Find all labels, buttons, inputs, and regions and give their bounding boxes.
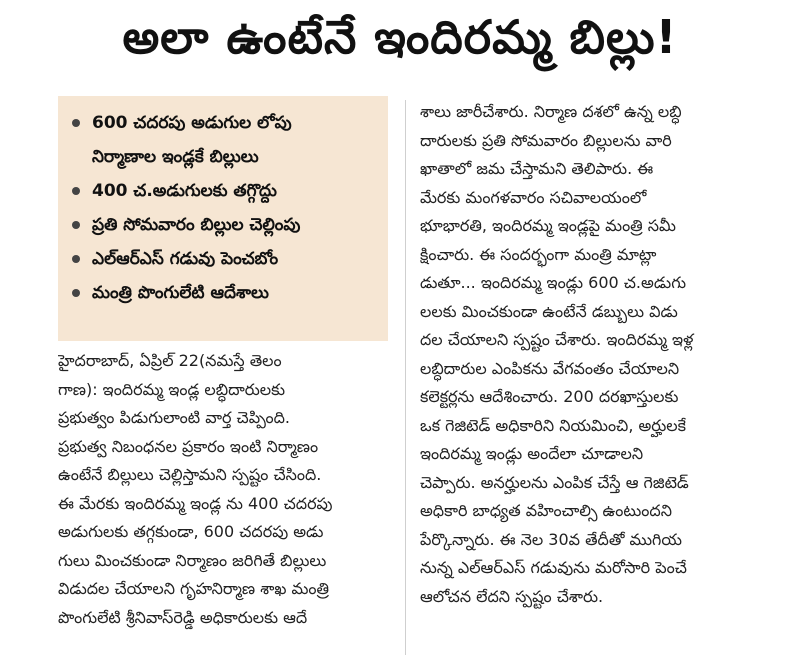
highlight-item: [72, 106, 388, 140]
article-line: హైదరాబాద్, ఏప్రిల్ 22(నమస్తే తెలం: [58, 351, 282, 370]
article-line: చెప్పారు. అనర్హులను ఎంపిక చేస్తే ఆ గెజిటెడ్: [420, 472, 689, 492]
highlight-text: ప్రతి సోమవారం బిల్లుల చెల్లింపు: [92, 215, 301, 235]
article-line: ఇందిరమ్మ ఇండ్లు అందేలా చూడాలని: [420, 444, 644, 463]
article-line: పొంగులేటి శ్రీనివాస్‌రెడ్డి అధికారులకు ఆదే: [58, 607, 308, 627]
bullet-icon: [72, 289, 80, 297]
article-line: దారులకు ప్రతి సోమవారం బిల్లులను వారి: [420, 130, 672, 150]
highlight-text: 400 చ.అడుగులకు తగ్గొద్దు: [92, 181, 277, 201]
bullet-icon: [72, 119, 80, 127]
article-line: అడుగులకు తగ్గకుండా, 600 చదరపు అడు: [58, 522, 324, 541]
highlight-text: ఎల్ఆర్ఎస్ గడువు పెంచబోం: [92, 249, 279, 269]
article-line: డుతూ... ఇందిరమ్మ ఇండ్లు 600 చ.అడుగు: [420, 273, 687, 292]
article-column-left: [58, 347, 396, 632]
bullet-icon: [72, 221, 80, 229]
bullet-icon: [72, 255, 80, 263]
article-line: దల చేయాలని స్పష్టం చేశారు. ఇందిరమ్మ ఇళ్ల: [420, 330, 694, 349]
highlight-item: [72, 242, 388, 276]
article-line: ప్రభుత్వం పిడుగులాంటి వార్త చెప్పింది.: [58, 408, 290, 427]
article-line: లబ్ధిదారుల ఎంపికను వేగవంతం చేయాలని: [420, 358, 680, 378]
article-line: ప్రభుత్వ నిబంధనల ప్రకారం ఇంటి నిర్మాణం: [58, 436, 319, 456]
article-line: గులు మించకుండా నిర్మాణం జరిగితే బిల్లులు: [58, 550, 327, 570]
article-line: ఆలోచన లేదని స్పష్టం చేశారు.: [420, 586, 604, 606]
article-line: ఈ మేరకు ఇందిరమ్మ ఇండ్ల ను 400 చదరపు: [58, 493, 333, 513]
highlights-box: [58, 96, 388, 341]
article-line: అధికారి బాధ్యత వహించాల్సి ఉంటుందని: [420, 501, 672, 520]
article-line: లలకు మించకుండా ఉంటేనే డబ్బులు విడు: [420, 301, 678, 321]
article-line: పేర్కొన్నారు. ఈ నెల 30వ తేదీతో ముగియ: [420, 529, 682, 549]
highlights-list: [72, 106, 388, 310]
highlight-text: నిర్మాణాల ఇండ్లకే బిల్లులు: [92, 147, 259, 167]
article-line: నున్న ఎల్ఆర్ఎస్ గడువును మరోసారి పెంచే: [420, 558, 687, 577]
highlight-item: [72, 276, 388, 310]
article-line: మేరకు మంగళవారం సచివాలయంలో: [420, 187, 647, 207]
headline: అలా ఉంటేనే ఇందిరమ్మ బిల్లు!: [122, 10, 678, 64]
article-line: ఒక గెజిటెడ్ అధికారిని నియమించి, అర్హులకే: [420, 415, 687, 435]
article-line: శాలు జారీచేశారు. నిర్మాణ దశలో ఉన్న లబ్ధి: [420, 102, 682, 121]
highlight-item: [72, 174, 388, 208]
article-line: భూభారతి, ఇందిరమ్మ ఇండ్లపై మంత్రి సమీ: [420, 216, 676, 235]
article-line: గాణ): ఇందిరమ్మ ఇండ్ల లబ్ధిదారులకు: [58, 379, 286, 399]
article-line: విడుదల చేయాలని గృహనిర్మాణ శాఖ మంత్రి: [58, 579, 330, 598]
article-line: క్షించారు. ఈ సందర్భంగా మంత్రి మాట్లా: [420, 244, 657, 264]
article-column-right: [420, 98, 760, 611]
highlight-item: [72, 140, 388, 174]
highlight-text: మంత్రి పొంగులేటి ఆదేశాలు: [92, 283, 269, 303]
column-divider: [405, 100, 406, 655]
bullet-icon: [72, 187, 80, 195]
article-line: కలెక్టర్లను ఆదేశించారు. 200 దరఖాస్తులకు: [420, 387, 679, 406]
highlight-text: 600 చదరపు అడుగుల లోపు: [92, 113, 292, 133]
article-line: ఉంటేనే బిల్లులు చెల్లిస్తామని స్పష్టం చేసింది.: [58, 465, 322, 484]
article-line: ఖాతాలో జమ చేస్తామని తెలిపారు. ఈ: [420, 159, 654, 178]
highlight-item: [72, 208, 388, 242]
